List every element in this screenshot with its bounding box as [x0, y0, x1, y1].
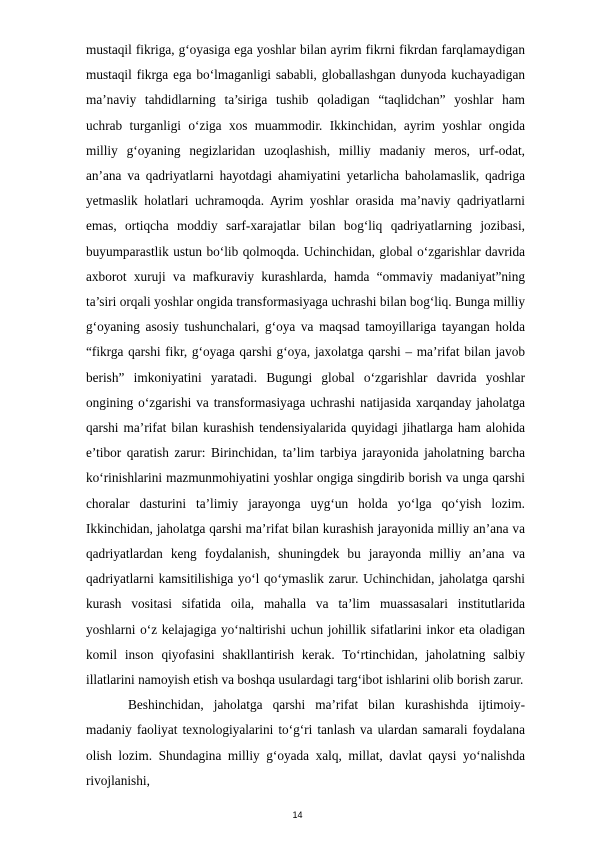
page-number: 14 [292, 810, 303, 820]
body-paragraph-2: Beshinchidan, jaholatga qarshi ma’rifat bilan kurashishda ijtimoiy-madaniy faoliyat texnologiyalarini to‘g‘ri tanlash va ulardan samarali foydalana olish lozim. Shundagina milliy g‘oyada xalq, millat, davlat qaysi yo‘nalishda rivojlanishi, [86, 697, 525, 788]
body-paragraph-1: mustaqil fikriga, g‘oyasiga ega yoshlar bilan ayrim fikrni fikrdan farqlamaydigan mustaqil fikrga ega bo‘lmaganligi sababli, globallashgan dunyoda kuchayadigan ma’naviy tahdidlarning ta’siriga tushib qoladigan “taqlidchan” yoshlar ham uchrab turganligi o‘ziga xos muammodir. Ikkinchidan, ayrim yoshlar ongida milliy g‘oyaning negizlaridan uzoqlashish, milliy madaniy meros, urf-odat, an’ana va qadriyatlarni hayotdagi ahamiyatini yetarlicha baholamaslik, qadriga yetmaslik holatlari uchramoqda. Ayrim yoshlar orasida ma’naviy qadriyatlarni emas, ortiqcha moddiy sarf-xarajatlar bilan bog‘liq qadriyatlarning jozibasi, buyumparastlik ustun bo‘lib qolmoqda. Uchinchidan, global o‘zgarishlar davrida axborot xuruji va mafkuraviy kurashlarda, hamda “ommaviy madaniyat”ning ta’siri orqali yoshlar ongida transformasiyaga uchrashi bilan bog‘liq. Bunga milliy g‘oyaning asosiy tushunchalari, g‘oya va maqsad tamoyillariga tayangan holda “fikrga qarshi fikr, g‘oyaga qarshi g‘oya, jaxolatga qarshi – ma’rifat bilan javob berish” imkoniyatini yaratadi. Bugungi global o‘zgarishlar davrida yoshlar ongining o‘zgarishi va transformasiyaga uchrashi natijasida xarqanday jaholatga qarshi ma’rifat bilan kurashish tendensiyalarida quyidagi jihatlarga ham alohida e’tibor qaratish zarur: Birinchidan, ta’lim tarbiya jarayonida jaholatning barcha ko‘rinishlarini mazmunmohiyatini yoshlar ongiga singdirib borish va unga qarshi choralar dasturini ta’limiy jarayonga uyg‘un holda yo‘lga qo‘yish lozim. Ikkinchidan, jaholatga qarshi ma’rifat bilan kurashish jarayonida milliy an’ana va qadriyatlardan keng foydalanish, shuningdek bu jarayonda milliy an’ana va qadriyatlarni kamsitilishiga yo‘l qo‘ymaslik zarur. Uchinchidan, jaholatga qarshi kurash vositasi sifatida oila, mahalla va ta’lim muassasalari institutlarida yoshlarni o‘z kelajagiga yo‘naltirishi uchun johillik sifatlarini inkor eta oladigan komil inson qiyofasini shakllantirish kerak. To‘rtinchidan, jaholatning salbiy illatlarini namoyish etish va boshqa usulardagi targ‘ibot ishlarini olib borish zarur. [86, 42, 525, 688]
document-page [86, 37, 525, 793]
